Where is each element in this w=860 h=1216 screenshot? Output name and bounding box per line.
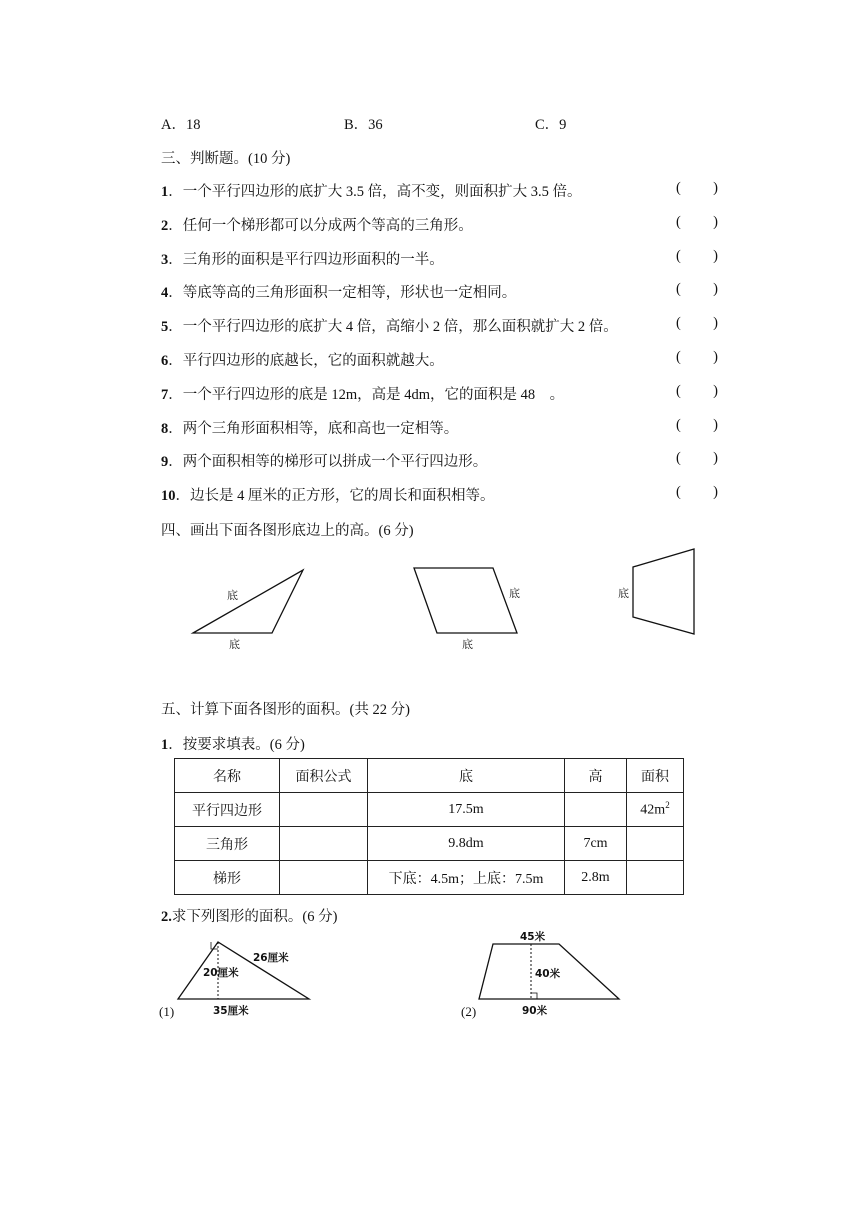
fig1-number-label: (1)	[159, 1004, 175, 1019]
judge-item-number: 10	[161, 488, 176, 504]
answer-blank[interactable]: ( )	[676, 281, 718, 297]
judge-item-text: 两个面积相等的梯形可以拼成一个平行四边形。	[182, 454, 488, 470]
parallelogram-side-label: 底	[509, 587, 520, 600]
section4-heading: 四、画出下面各图形底边上的高。(6 分)	[161, 523, 414, 539]
table-header-row	[175, 759, 684, 793]
fill-table	[174, 758, 684, 895]
judge-item-text: 一个平行四边形的底扩大 4 倍，高缩小 2 倍，那么面积就扩大 2 倍。	[182, 319, 618, 335]
table-row	[175, 793, 684, 827]
judge-item-text: 边长是 4 厘米的正方形，它的周长和面积相等。	[190, 488, 495, 504]
judge-item: 7．一个平行四边形的底是 12m，高是 4dm，它的面积是 48 。	[161, 387, 565, 403]
judge-item: 1．一个平行四边形的底扩大 3.5 倍，高不变，则面积扩大 3.5 倍。	[161, 184, 582, 200]
header-name: 名称	[175, 759, 280, 793]
judge-item: 3．三角形的面积是平行四边形面积的一半。	[161, 252, 444, 268]
fig1-base-label: 35厘米	[213, 1005, 249, 1017]
header-base: 底	[368, 759, 565, 793]
header-formula: 面积公式	[280, 759, 368, 793]
section5-q1: 1．按要求填表。(6 分)	[161, 737, 305, 753]
triangle-side-label: 底	[227, 589, 238, 602]
section5-q2: 2.求下列图形的面积。(6 分)	[161, 909, 338, 925]
judge-item-number: 4	[161, 285, 169, 301]
cell-height: 7cm	[565, 827, 627, 861]
parallelogram-base-label: 底	[462, 638, 473, 651]
judge-item-text: 平行四边形的底越长，它的面积就越大。	[182, 353, 444, 369]
judge-item: 2．任何一个梯形都可以分成两个等高的三角形。	[161, 218, 473, 234]
judge-item-text: 一个平行四边形的底扩大 3.5 倍，高不变，则面积扩大 3.5 倍。	[182, 184, 582, 200]
option-a: A．18	[161, 117, 201, 133]
judge-item: 5．一个平行四边形的底扩大 4 倍，高缩小 2 倍，那么面积就扩大 2 倍。	[161, 319, 618, 335]
judge-item-text: 任何一个梯形都可以分成两个等高的三角形。	[182, 218, 473, 234]
fig1-height-label: 20厘米	[203, 967, 239, 979]
cell-formula[interactable]	[280, 861, 368, 895]
trapezoid-side-label: 底	[618, 587, 629, 600]
table-row	[175, 827, 684, 861]
judge-item: 10．边长是 4 厘米的正方形，它的周长和面积相等。	[161, 488, 495, 504]
cell-base: 下底：4.5m；上底：7.5m	[368, 861, 565, 895]
judge-item-number: 7	[161, 387, 169, 403]
cell-name: 梯形	[175, 861, 280, 895]
fig2-height-label: 40米	[535, 968, 561, 980]
judge-item-text: 一个平行四边形的底是 12m，高是 4dm，它的面积是 48 。	[182, 387, 565, 403]
answer-blank[interactable]: ( )	[676, 180, 718, 196]
cell-height[interactable]	[565, 793, 627, 827]
judge-item: 4．等底等高的三角形面积一定相等，形状也一定相同。	[161, 285, 517, 301]
judge-item-text: 两个三角形面积相等，底和高也一定相等。	[182, 421, 459, 437]
cell-area[interactable]	[627, 861, 684, 895]
judge-item-number: 5	[161, 319, 169, 335]
area-superscript: 2	[665, 800, 670, 811]
judge-item: 8．两个三角形面积相等，底和高也一定相等。	[161, 421, 459, 437]
judge-item-text: 等底等高的三角形面积一定相等，形状也一定相同。	[182, 285, 517, 301]
answer-blank[interactable]: ( )	[676, 214, 718, 230]
cell-height: 2.8m	[565, 861, 627, 895]
section5-heading: 五、计算下面各图形的面积。(共 22 分)	[161, 702, 410, 718]
cell-area[interactable]	[627, 827, 684, 861]
fig2-top-label: 45米	[520, 931, 546, 943]
answer-blank[interactable]: ( )	[676, 484, 718, 500]
header-area: 面积	[627, 759, 684, 793]
table-row	[175, 861, 684, 895]
judge-item-text: 三角形的面积是平行四边形面积的一半。	[182, 252, 444, 268]
parallelogram-figure	[410, 564, 540, 654]
answer-blank[interactable]: ( )	[676, 383, 718, 399]
option-b: B．36	[344, 117, 383, 133]
cell-base: 9.8dm	[368, 827, 565, 861]
fig1-side-label: 26厘米	[253, 952, 289, 964]
answer-blank[interactable]: ( )	[676, 248, 718, 264]
cell-formula[interactable]	[280, 793, 368, 827]
triangle-figure	[185, 565, 315, 655]
cell-area: $42m^2$	[627, 793, 684, 827]
trapezoid-area-figure	[458, 926, 628, 1021]
header-height: 高	[565, 759, 627, 793]
triangle-base-label: 底	[229, 638, 240, 651]
judge-item-number: 2	[161, 218, 169, 234]
judge-item-number: 6	[161, 353, 169, 369]
cell-name: 平行四边形	[175, 793, 280, 827]
judge-item: 9．两个面积相等的梯形可以拼成一个平行四边形。	[161, 454, 488, 470]
cell-name: 三角形	[175, 827, 280, 861]
answer-blank[interactable]: ( )	[676, 315, 718, 331]
judge-item-number: 1	[161, 184, 169, 200]
answer-blank[interactable]: ( )	[676, 417, 718, 433]
judge-item: 6．平行四边形的底越长，它的面积就越大。	[161, 353, 444, 369]
cell-formula[interactable]	[280, 827, 368, 861]
trapezoid-figure	[610, 545, 705, 640]
option-c: C．9	[535, 117, 567, 133]
section3-heading: 三、判断题。(10 分)	[161, 151, 291, 167]
fig2-bottom-label: 90米	[522, 1005, 548, 1017]
right-triangle-figure	[155, 938, 325, 1023]
judge-item-number: 9	[161, 454, 169, 470]
fig2-number-label: (2)	[461, 1004, 477, 1019]
judge-item-number: 8	[161, 421, 169, 437]
answer-blank[interactable]: ( )	[676, 349, 718, 365]
judge-item-number: 3	[161, 252, 169, 268]
answer-blank[interactable]: ( )	[676, 450, 718, 466]
cell-base: 17.5m	[368, 793, 565, 827]
